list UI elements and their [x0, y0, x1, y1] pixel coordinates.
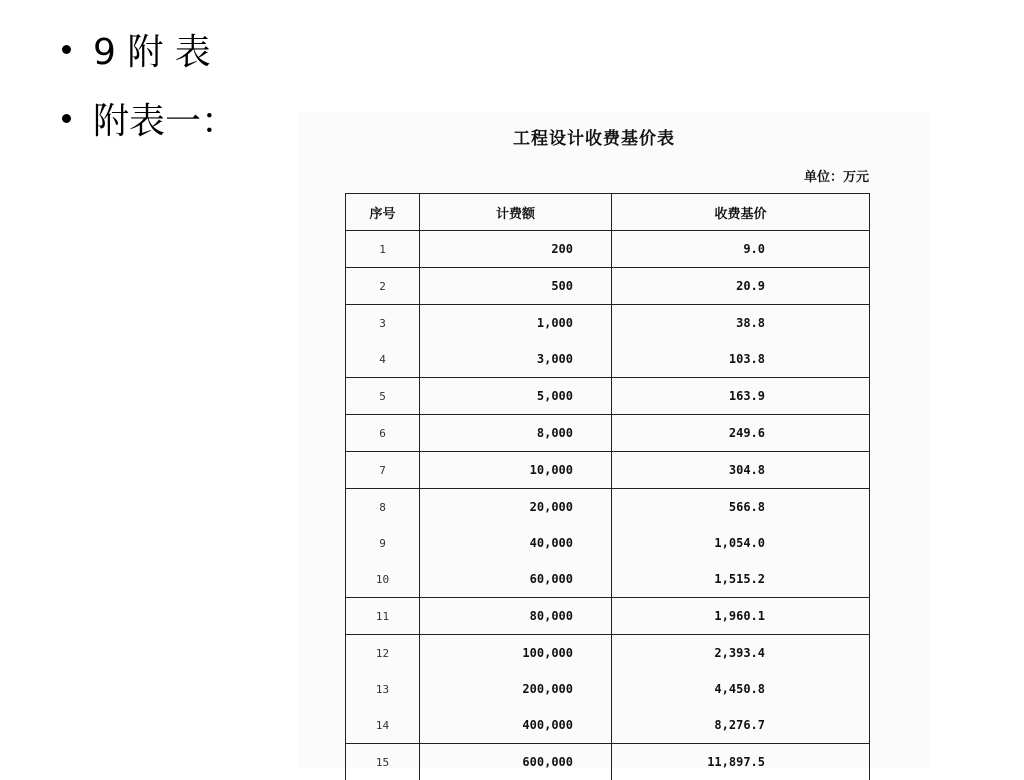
table-row: [346, 744, 870, 780]
cell-seq: 6: [346, 415, 420, 452]
table-row: [346, 598, 870, 635]
cell-amount: 20,000: [420, 489, 612, 526]
fee-table-figure: [297, 112, 931, 768]
table-row: [346, 452, 870, 489]
cell-base-price: 2,393.4: [612, 635, 870, 672]
table-unit: 单位：万元: [804, 166, 869, 185]
cell-amount: 600,000: [420, 744, 612, 780]
bullet-dot-icon: [62, 114, 71, 123]
cell-seq: 14: [346, 707, 420, 744]
bullet-section-title: [62, 28, 237, 70]
cell-seq: 9: [346, 525, 420, 561]
cell-seq: 5: [346, 378, 420, 415]
cell-amount: 5,000: [420, 378, 612, 415]
cell-base-price: 38.8: [612, 305, 870, 342]
cell-amount: 200,000: [420, 671, 612, 707]
cell-base-price: 1,515.2: [612, 561, 870, 598]
cell-base-price: 11,897.5: [612, 744, 870, 780]
cell-base-price: 566.8: [612, 489, 870, 526]
table-row: [346, 707, 870, 744]
cell-amount: 80,000: [420, 598, 612, 635]
cell-base-price: 9.0: [612, 231, 870, 268]
cell-amount: 40,000: [420, 525, 612, 561]
table-row: [346, 561, 870, 598]
cell-base-price: 1,054.0: [612, 525, 870, 561]
cell-base-price: 163.9: [612, 378, 870, 415]
cell-seq: 7: [346, 452, 420, 489]
cell-base-price: 20.9: [612, 268, 870, 305]
fee-base-price-table: [345, 193, 870, 780]
cell-base-price: 103.8: [612, 341, 870, 378]
table-row: [346, 268, 870, 305]
cell-base-price: 1,960.1: [612, 598, 870, 635]
table-row: [346, 305, 870, 342]
cell-seq: 3: [346, 305, 420, 342]
cell-seq: 11: [346, 598, 420, 635]
bullet-appendix-one: [62, 97, 237, 139]
table-row: [346, 341, 870, 378]
cell-seq: 4: [346, 341, 420, 378]
header-amount: 计费额: [420, 194, 612, 231]
slide-bullet-list: [62, 28, 237, 166]
cell-base-price: 249.6: [612, 415, 870, 452]
table-header-row: [346, 194, 870, 231]
table-row: [346, 635, 870, 672]
cell-amount: 3,000: [420, 341, 612, 378]
cell-amount: 100,000: [420, 635, 612, 672]
table-row: [346, 415, 870, 452]
cell-amount: 200: [420, 231, 612, 268]
cell-base-price: 8,276.7: [612, 707, 870, 744]
cell-seq: 13: [346, 671, 420, 707]
table-title: 工程设计收费基价表: [297, 124, 675, 149]
cell-base-price: 304.8: [612, 452, 870, 489]
cell-amount: 60,000: [420, 561, 612, 598]
cell-amount: 8,000: [420, 415, 612, 452]
cell-base-price: 4,450.8: [612, 671, 870, 707]
cell-amount: 10,000: [420, 452, 612, 489]
bullet-text: 附表一：: [93, 93, 237, 144]
header-base-price: 收费基价: [612, 194, 870, 231]
cell-amount: 1,000: [420, 305, 612, 342]
table-row: [346, 231, 870, 268]
cell-seq: 10: [346, 561, 420, 598]
cell-seq: 15: [346, 744, 420, 780]
header-seq: 序号: [346, 194, 420, 231]
cell-seq: 2: [346, 268, 420, 305]
table-row: [346, 525, 870, 561]
bullet-dot-icon: [62, 45, 71, 54]
table-row: [346, 489, 870, 526]
table-row: [346, 671, 870, 707]
cell-seq: 12: [346, 635, 420, 672]
bullet-text: 9 附 表: [93, 24, 211, 75]
cell-amount: 400,000: [420, 707, 612, 744]
table-row: [346, 378, 870, 415]
cell-seq: 1: [346, 231, 420, 268]
cell-seq: 8: [346, 489, 420, 526]
cell-amount: 500: [420, 268, 612, 305]
